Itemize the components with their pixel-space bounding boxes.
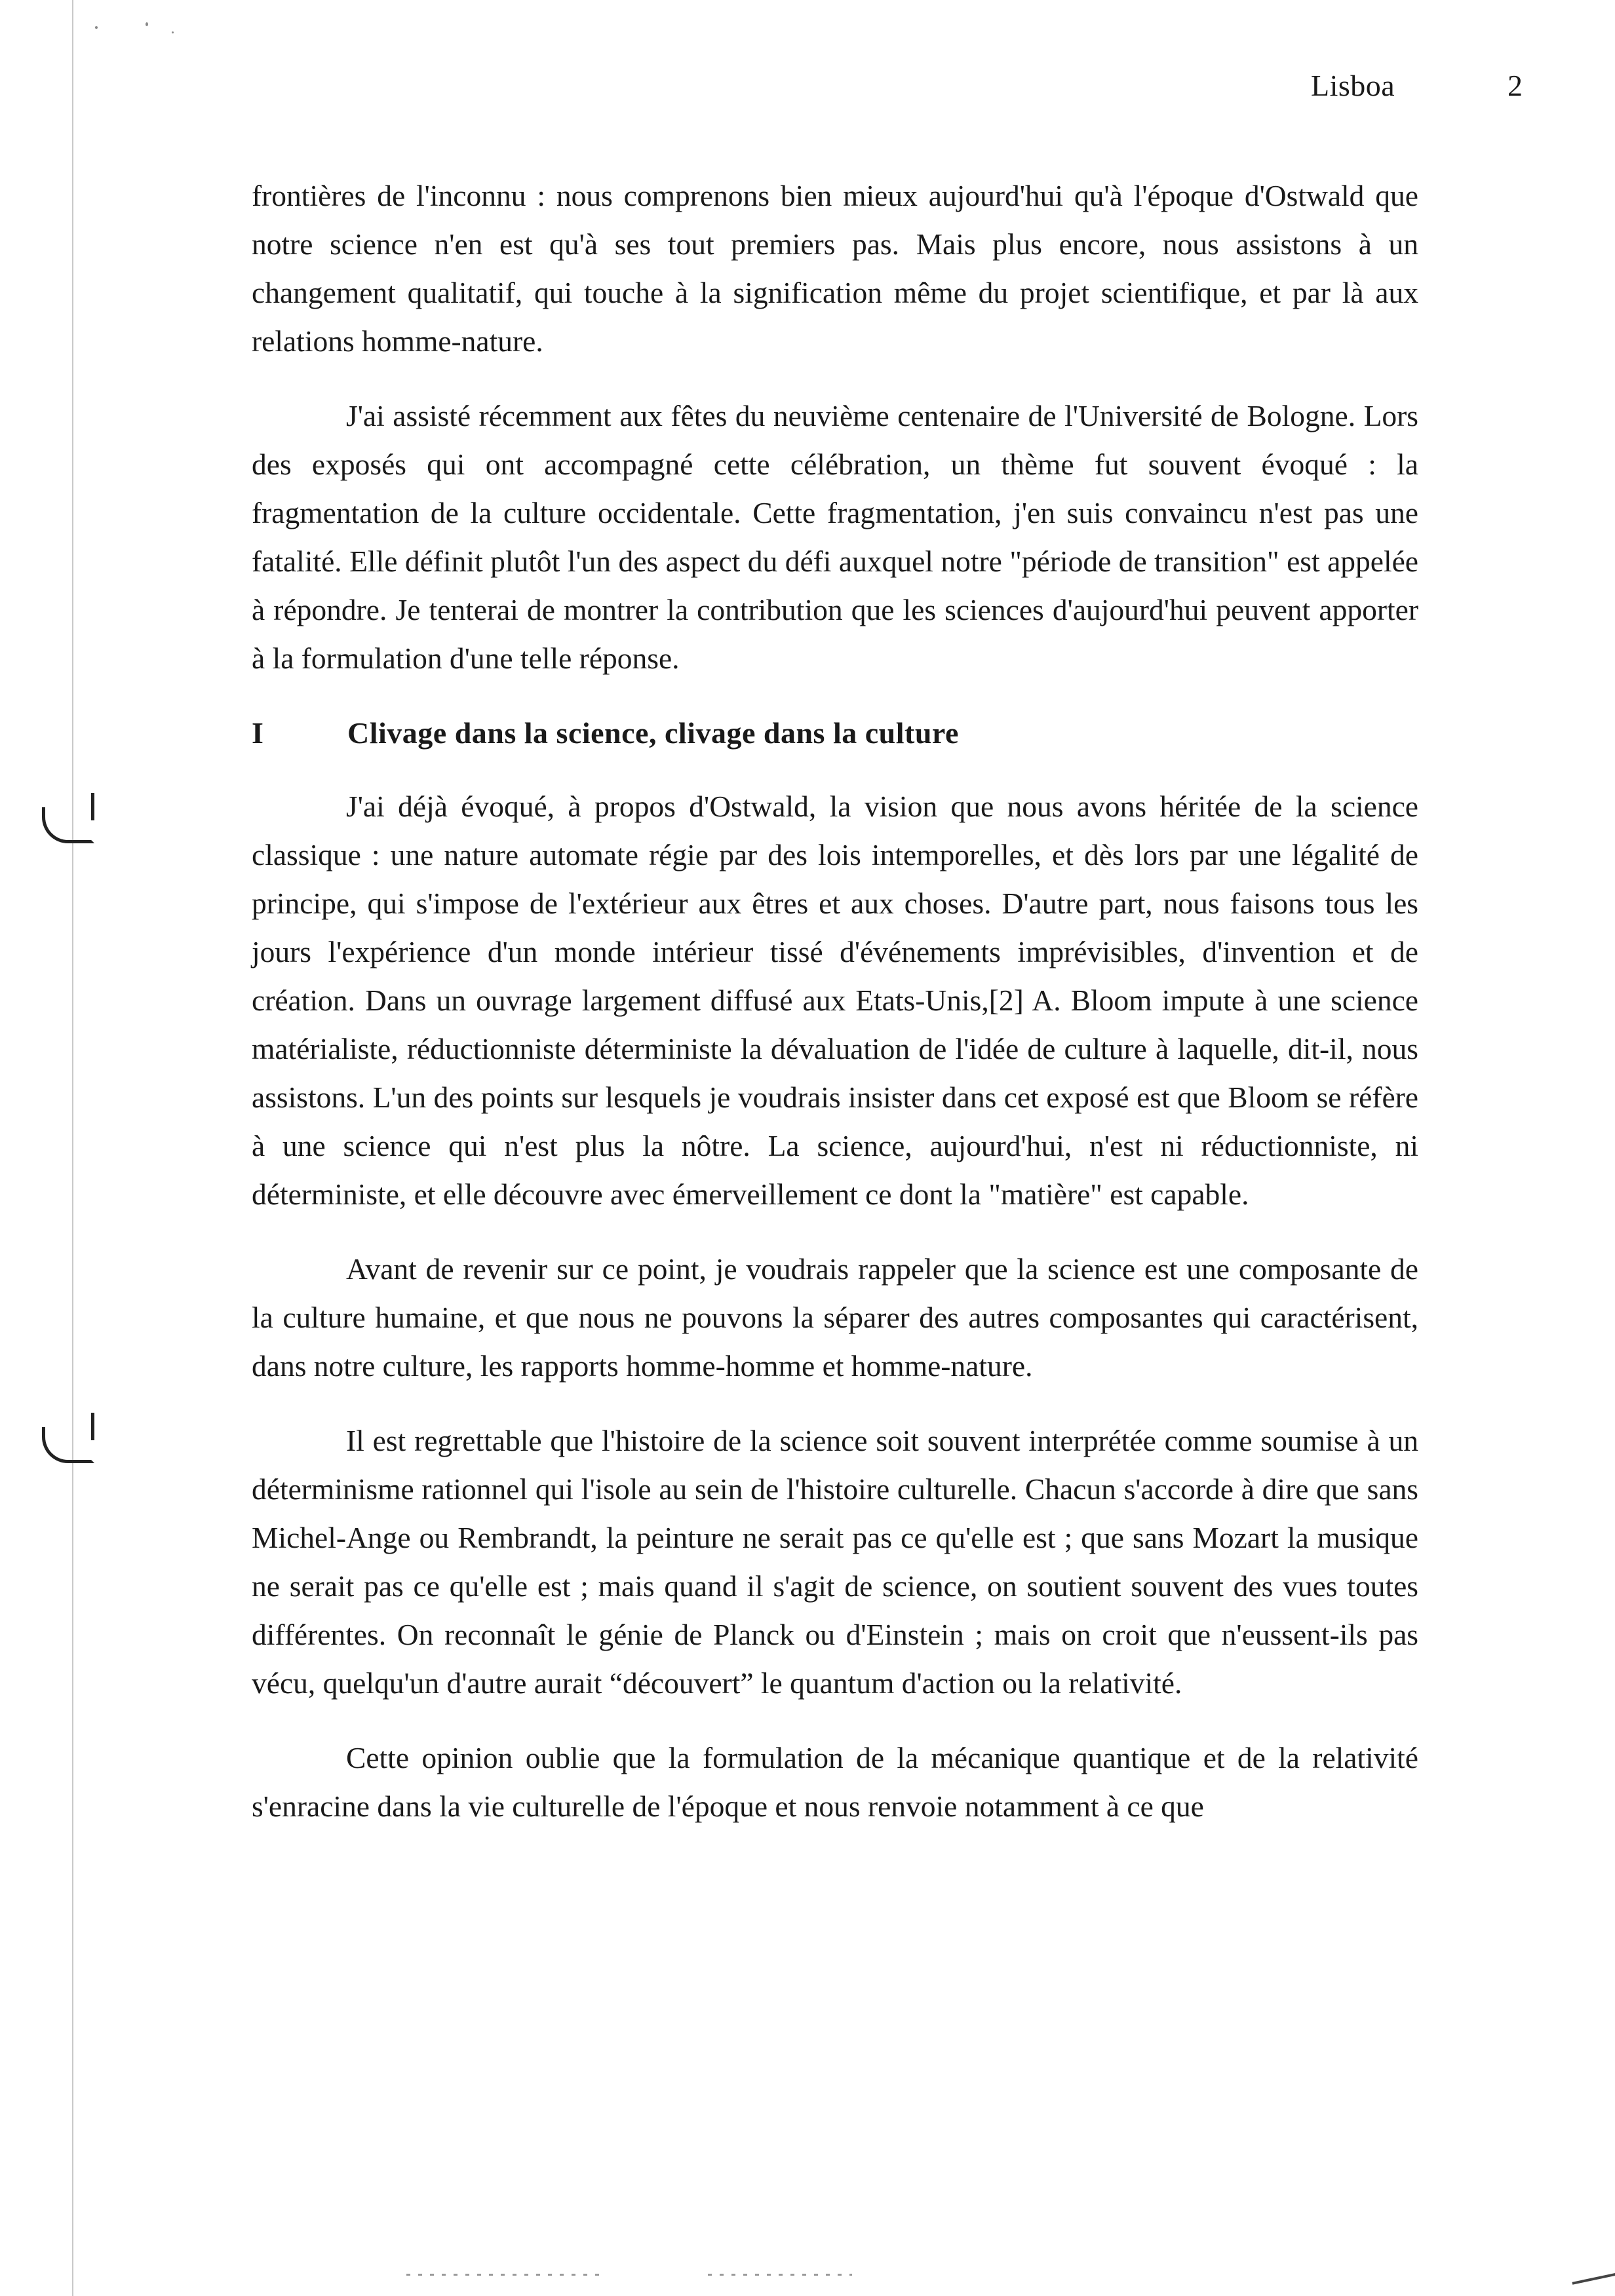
scan-margin-line-dashed: [72, 1507, 73, 2296]
scan-speck: [95, 26, 98, 29]
scan-speck: [172, 31, 174, 33]
scan-noise: [708, 2274, 852, 2276]
paragraph: Avant de revenir sur ce point, je voudrais rappeler que la science est une composante de la culture humaine, et que nous ne pouvons la séparer des autres composantes qui caractérisent, dans notre culture, les rapports homme-homme et homme-nature.: [252, 1252, 1418, 1383]
punch-hole-mark: [42, 1427, 94, 1463]
punch-hole-mark: [42, 807, 94, 843]
paragraph: J'ai assisté récemment aux fêtes du neuvième centenaire de l'Université de Bologne. Lors des exposés qui ont accompagné cette célébration, un thème fut souvent évoqué : la fragmentation de la culture occidentale. Cette fragmentation, j'en suis convaincu n'est pas une fatalité. Elle définit plutôt l'un des aspect du défi auxquel notre "période de transition" est appelée à répondre. Je tenterai de montrer la contribution que les sciences d'aujourd'hui peuvent apporter à la formulation d'une telle réponse.: [252, 399, 1418, 675]
page-corner-mark: [1566, 2247, 1615, 2285]
section-heading: [252, 709, 1418, 757]
scan-noise: [406, 2274, 603, 2276]
section-title: Clivage dans la science, clivage dans la culture: [347, 716, 959, 750]
paragraph: frontières de l'inconnu : nous comprenons bien mieux aujourd'hui qu'à l'époque d'Ostwald que notre science n'en est qu'à ses tout premiers pas. Mais plus encore, nous assistons à un changement qualitatif, qui touche à la signification même du projet scientifique, et par là aux relations homme-nature.: [252, 179, 1418, 358]
page-number: 2: [1508, 69, 1523, 102]
body-text: [252, 172, 1418, 1831]
paragraph: Cette opinion oublie que la formulation de la mécanique quantique et de la relativité s'enracine dans la vie culturelle de l'époque et nous renvoie notamment à ce que: [252, 1741, 1418, 1823]
paragraph: J'ai déjà évoqué, à propos d'Ostwald, la vision que nous avons héritée de la science classique : une nature automate régie par des lois intemporelles, et dès lors par une légalité de principe, qui s'impose de l'extérieur aux êtres et aux choses. D'autre part, nous faisons tous les jours l'expérience d'un monde intérieur tissé d'événements imprévisibles, d'invention et de création. Dans un ouvrage largement diffusé aux Etats-Unis,[2] A. Bloom impute à une science matérialiste, réductionniste déterministe la dévaluation de l'idée de culture à laquelle, dit-il, nous assistons. L'un des points sur lesquels je voudrais insister dans cet exposé est que Bloom se réfère à une science qui n'est plus la nôtre. La science, aujourd'hui, n'est ni réductionniste, ni déterministe, et elle découvre avec émerveillement ce dont la "matière" est capable.: [252, 790, 1418, 1211]
paragraph: Il est regrettable que l'histoire de la science soit souvent interprétée comme soumise à un déterminisme rationnel qui l'isole au sein de l'histoire culturelle. Chacun s'accorde à dire que sans Michel-Ange ou Rembrandt, la peinture ne serait pas ce qu'elle est ; que sans Mozart la musique ne serait pas ce qu'elle est ; mais quand il s'agit de science, on soutient souvent des vues toutes différentes. On reconnaît le génie de Planck ou d'Einstein ; mais on croit que n'eussent-ils pas vécu, quelqu'un d'autre aurait “découvert” le quantum d'action ou la relativité.: [252, 1424, 1418, 1700]
section-number: I: [252, 716, 264, 750]
scan-speck: [146, 22, 148, 26]
running-head: Lisboa: [1311, 69, 1395, 102]
